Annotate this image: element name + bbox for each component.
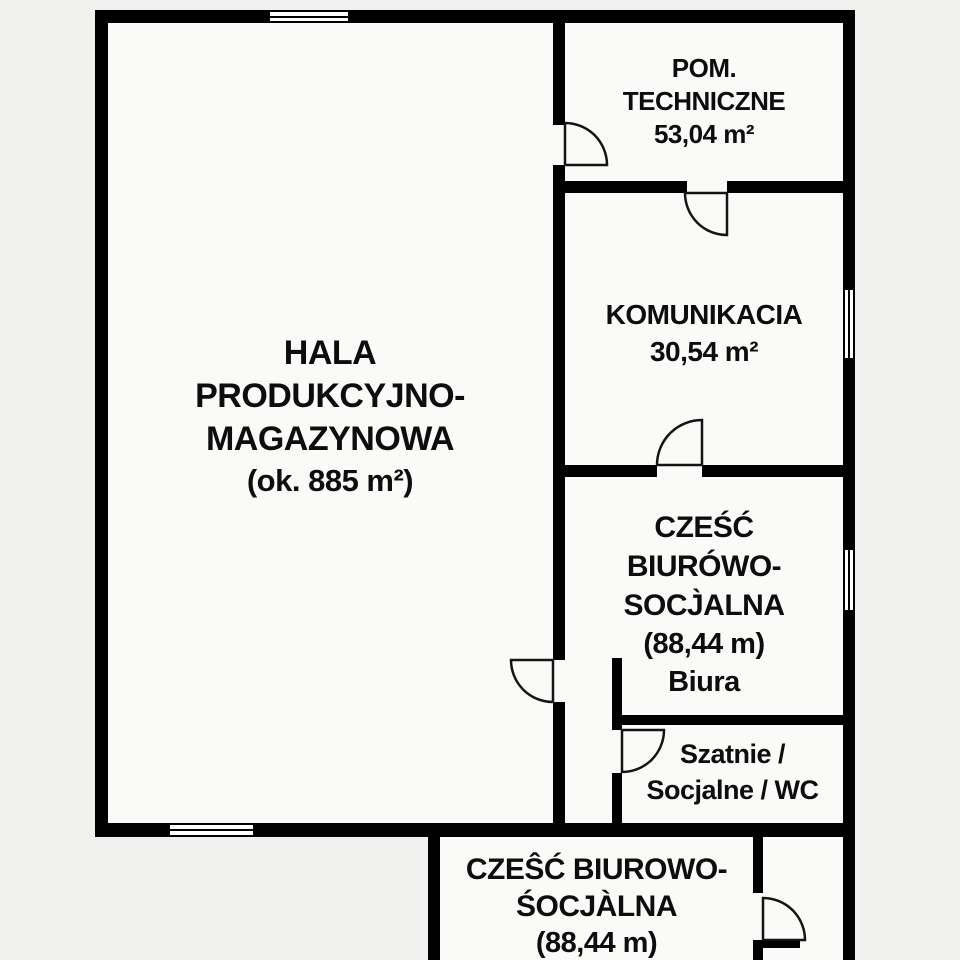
wall-pom-kom-left xyxy=(553,181,687,193)
wall-left xyxy=(95,10,108,837)
wall-szatnie-top xyxy=(612,715,855,725)
room-label-szatnie-socjalne-wc xyxy=(622,736,843,808)
wall-pom-kom-right xyxy=(727,181,855,193)
window-right-wall-lower xyxy=(843,550,855,610)
room-label-biurowo-socjalna-dolna xyxy=(440,851,753,960)
wall-right xyxy=(843,10,855,960)
window-top-wall xyxy=(270,10,348,23)
room-label-pom-techniczne xyxy=(565,52,843,151)
room-name-line: Szatnie / xyxy=(679,739,786,769)
room-area: 53,04 m² xyxy=(653,119,755,149)
wall-bottom-right-stub xyxy=(753,940,800,948)
room-name-line: SOCJ̀ALNA xyxy=(623,589,785,622)
wall-top xyxy=(95,10,855,23)
room-name-line: POM. xyxy=(671,53,737,83)
room-name-line: PRODUKCYJNO- xyxy=(195,377,465,415)
room-name-line: BIURÓWO- xyxy=(626,550,782,583)
wall-center-vertical-middle xyxy=(553,165,565,660)
wall-kom-czesc-left xyxy=(553,465,657,477)
room-label-biura xyxy=(565,664,843,701)
room-name-line: ŚOCJÀLNA xyxy=(515,890,677,923)
wall-bottom-right-upper xyxy=(753,832,763,893)
room-name-line: Biura xyxy=(668,666,740,698)
room-area: (88,44 m) xyxy=(535,927,658,959)
wall-center-vertical-lower xyxy=(553,702,565,837)
room-label-komunikacia xyxy=(565,296,843,370)
room-name-line: HALA xyxy=(283,334,377,372)
room-area: (ok. 885 m²) xyxy=(246,463,414,498)
room-label-biurowo-socjalna-gorna xyxy=(565,508,843,663)
room-name-line: MAGAZYNOWA xyxy=(205,420,455,458)
wall-bottom-section-left xyxy=(428,832,440,960)
room-name-line: TECHNICZNE xyxy=(622,86,786,116)
room-label-hala xyxy=(110,332,550,501)
room-area: 30,54 m² xyxy=(649,336,759,367)
room-name-line: CZEŚĆ xyxy=(654,511,754,544)
room-name-line: Socjalne / WC xyxy=(646,775,819,805)
window-bottom-wall xyxy=(170,823,253,837)
wall-center-vertical-upper xyxy=(553,10,565,125)
room-name-line: KOMUNIKACIA xyxy=(605,299,803,330)
wall-biura-partition-lower xyxy=(612,773,622,837)
window-right-wall-upper xyxy=(843,290,855,358)
room-name-line: CZEŜĆ BIUROWO- xyxy=(465,853,728,886)
wall-kom-czesc-right xyxy=(702,465,855,477)
room-area: (88,44 m) xyxy=(643,628,765,660)
